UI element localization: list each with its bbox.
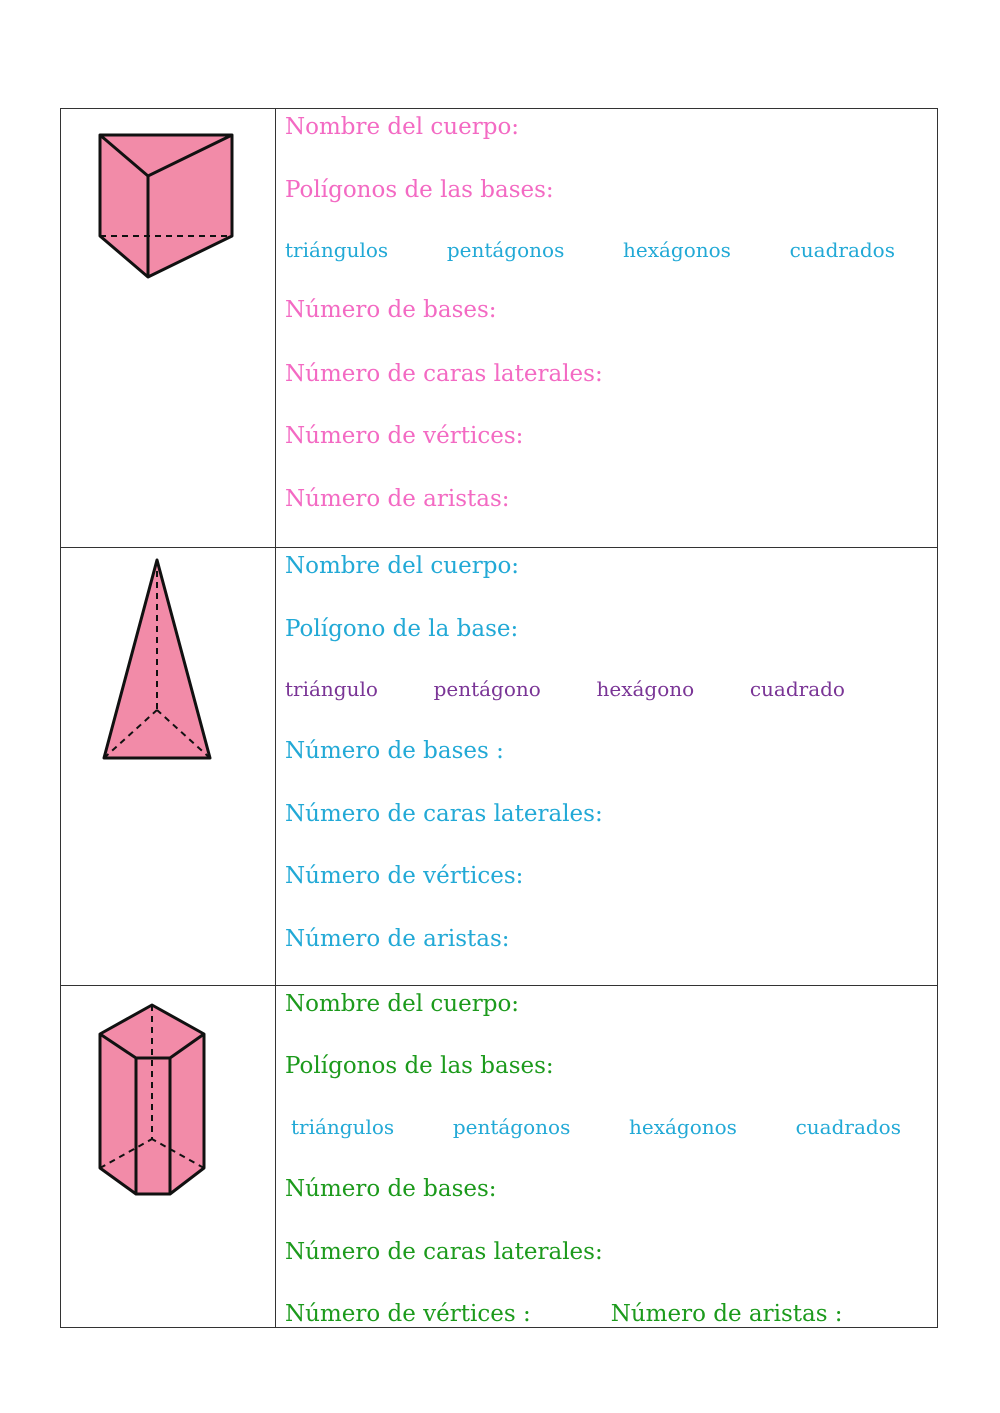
pentagonal-prism-icon: [61, 986, 275, 1328]
text-cell-3: [276, 986, 937, 1327]
bases-label: Número de bases:: [285, 297, 497, 323]
edges-label: Número de aristas:: [285, 926, 510, 952]
option-triangle[interactable]: triángulo: [285, 677, 378, 701]
option-pentagons[interactable]: pentágonos: [446, 238, 565, 262]
option-pentagon[interactable]: pentágono: [433, 677, 541, 701]
polygon-options: [285, 240, 895, 260]
polygon-label: Polígonos de las bases:: [285, 1053, 554, 1079]
vertices-label: Número de vértices:: [285, 423, 524, 449]
worksheet-row-2: [61, 547, 937, 985]
worksheet-row-1: [61, 109, 937, 547]
vertices-label: Número de vértices:: [285, 863, 524, 889]
figure-cell-3: [61, 986, 276, 1327]
triangular-pyramid-icon: [61, 548, 275, 986]
option-squares[interactable]: cuadrados: [795, 1115, 901, 1139]
option-pentagons[interactable]: pentágonos: [452, 1115, 571, 1139]
option-square[interactable]: cuadrado: [749, 677, 845, 701]
worksheet-table: [60, 108, 938, 1328]
name-label: Nombre del cuerpo:: [285, 991, 520, 1017]
name-label: Nombre del cuerpo:: [285, 553, 520, 579]
option-triangles[interactable]: triángulos: [291, 1115, 395, 1139]
option-squares[interactable]: cuadrados: [789, 238, 895, 262]
figure-cell-1: [61, 109, 276, 547]
option-triangles[interactable]: triángulos: [285, 238, 389, 262]
lateral-faces-label: Número de caras laterales:: [285, 801, 603, 827]
option-hexagon[interactable]: hexágono: [596, 677, 695, 701]
worksheet-row-3: [61, 985, 937, 1327]
text-cell-1: [276, 109, 937, 547]
polygon-options: [285, 679, 845, 699]
option-hexagons[interactable]: hexágonos: [628, 1115, 737, 1139]
bases-label: Número de bases:: [285, 1176, 497, 1202]
lateral-faces-label: Número de caras laterales:: [285, 361, 603, 387]
bases-label: Número de bases :: [285, 738, 504, 764]
edges-label: Número de aristas:: [285, 486, 510, 512]
name-label: Nombre del cuerpo:: [285, 114, 520, 140]
lateral-faces-label: Número de caras laterales:: [285, 1239, 603, 1265]
vertices-edges-line: [285, 1303, 843, 1326]
triangular-prism-icon: [61, 109, 275, 547]
option-hexagons[interactable]: hexágonos: [622, 238, 731, 262]
text-cell-2: [276, 548, 937, 985]
polygon-options: [291, 1117, 901, 1137]
polygon-label: Polígonos de las bases:: [285, 177, 554, 203]
polygon-label: Polígono de la base:: [285, 616, 519, 642]
vertices-label: Número de vértices :: [285, 1301, 531, 1327]
edges-label: Número de aristas :: [610, 1301, 843, 1327]
figure-cell-2: [61, 548, 276, 985]
